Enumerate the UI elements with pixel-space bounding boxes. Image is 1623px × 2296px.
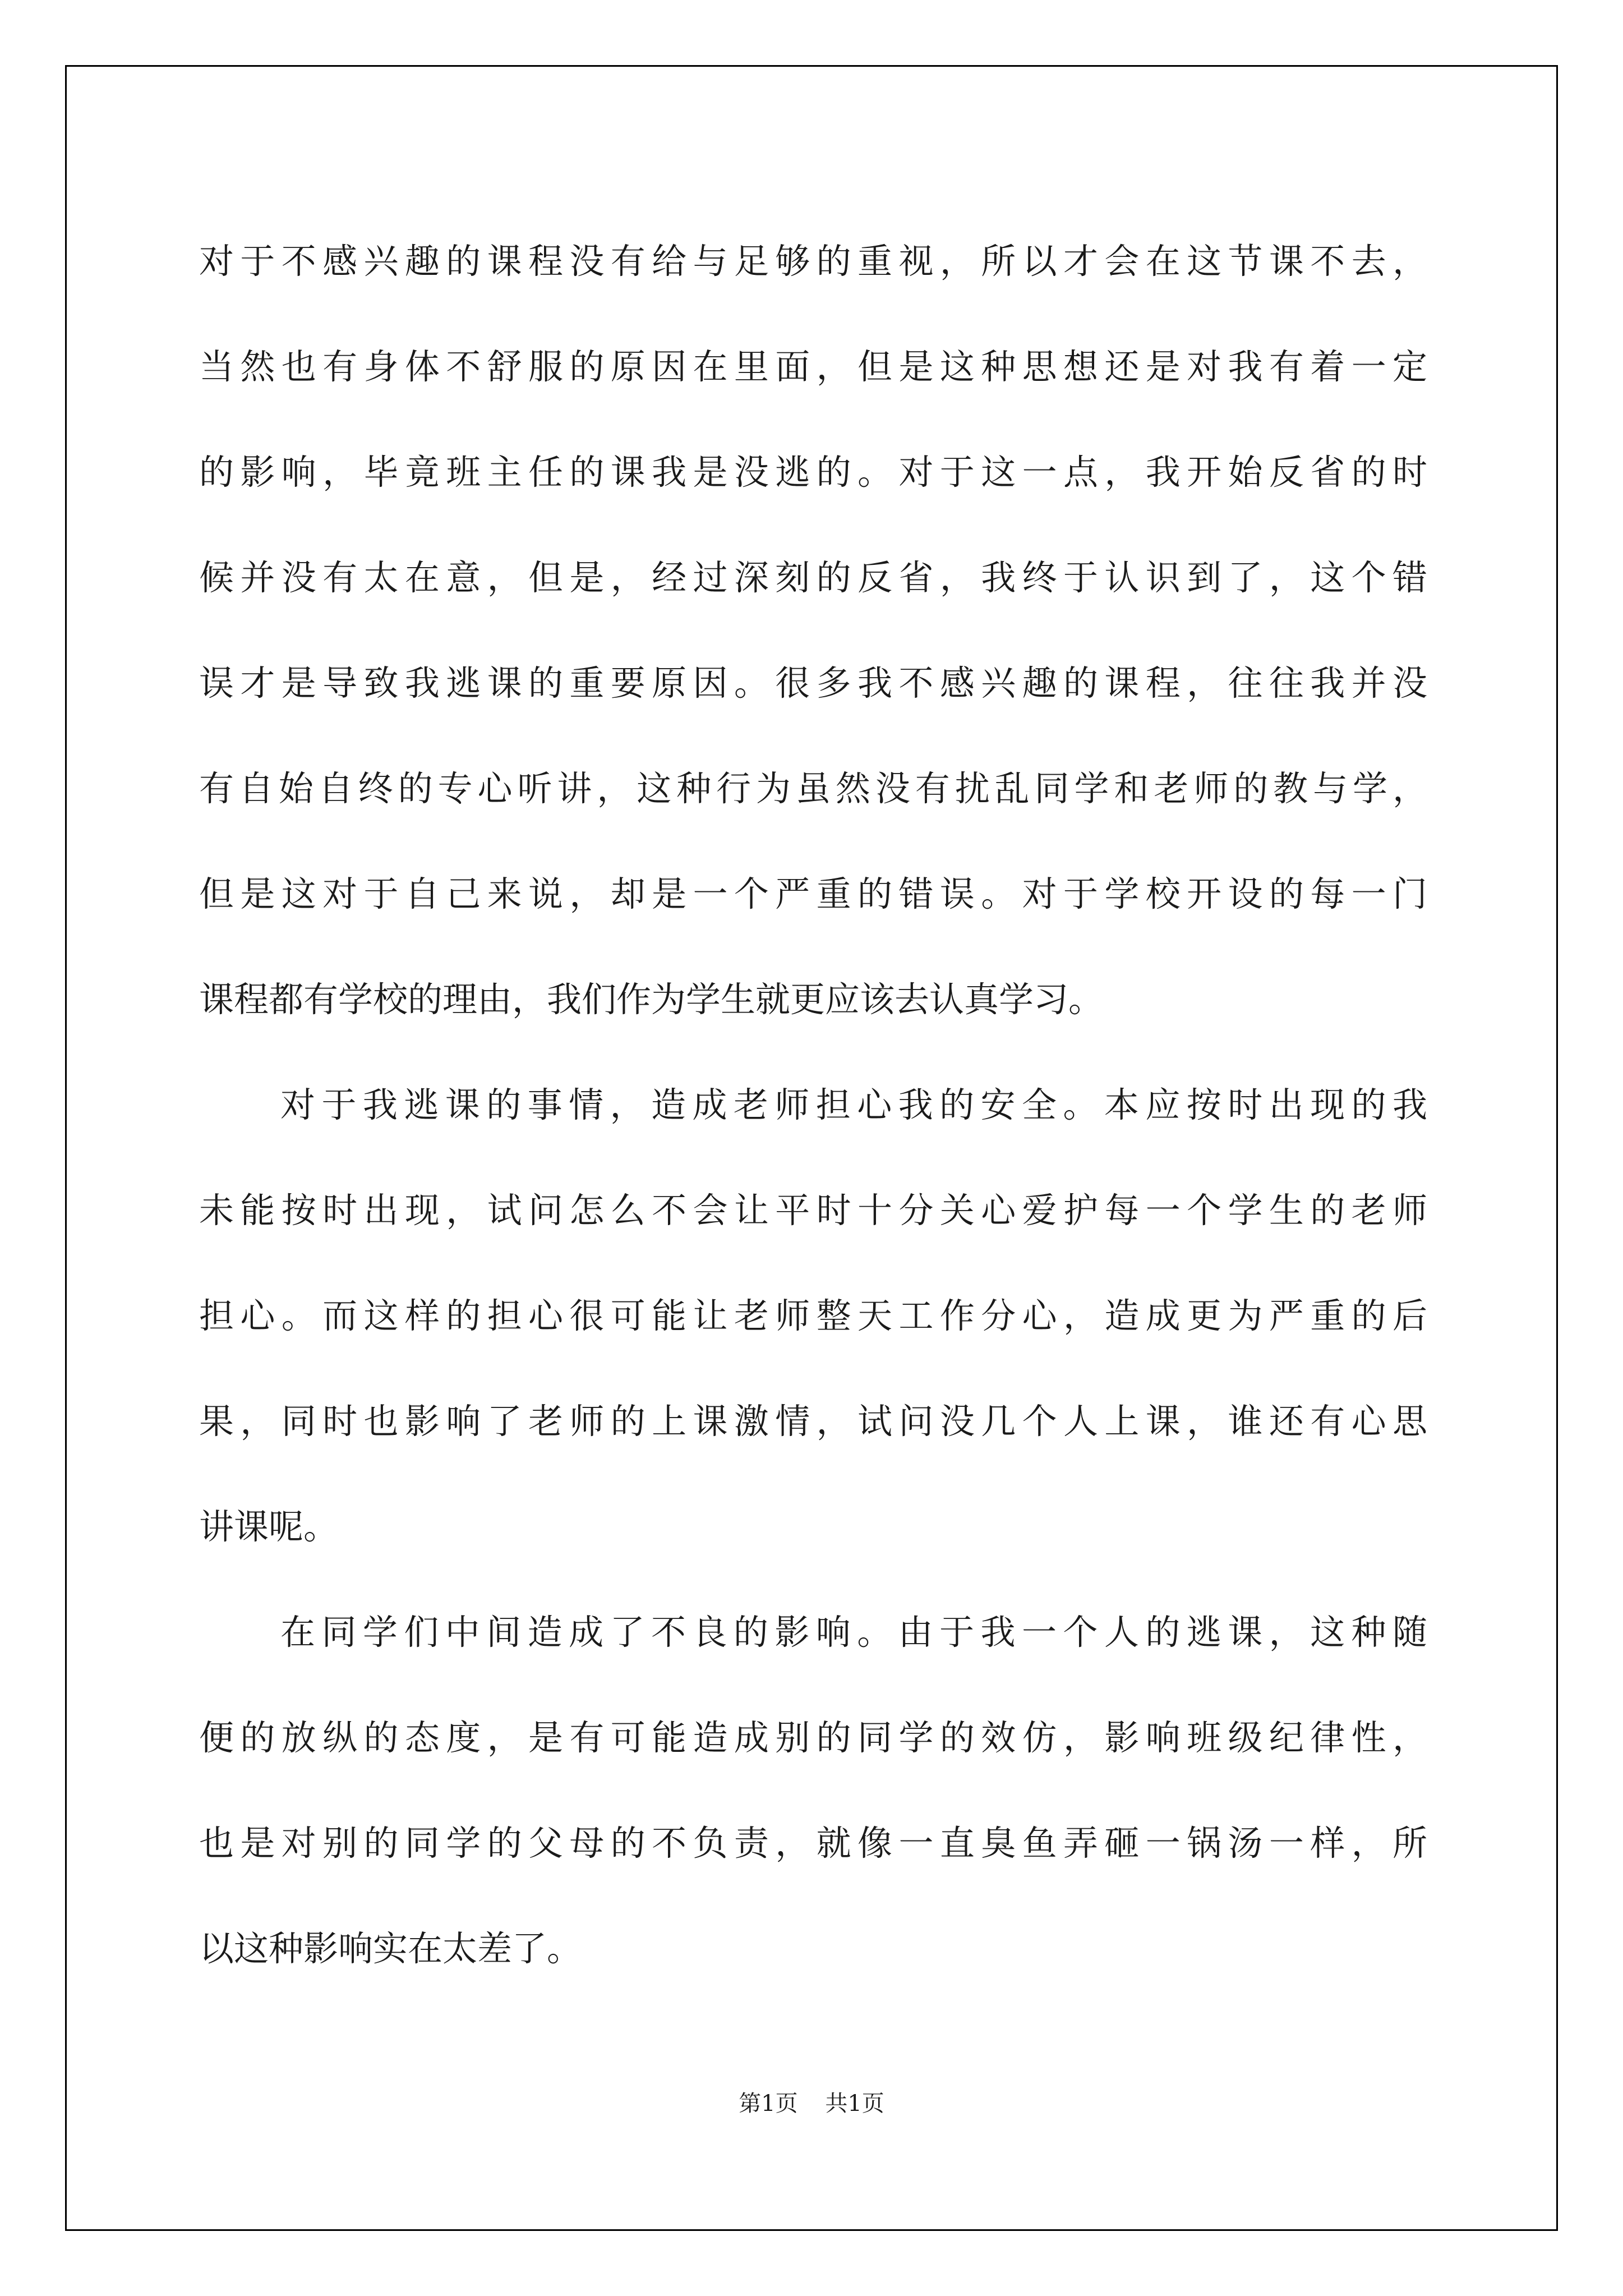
paragraph-2-line-3: 担心。而这样的担心很可能让老师整天工作分心，造成更为严重的后 bbox=[199, 1295, 1427, 1336]
paragraph-1-line-2: 当然也有身体不舒服的原因在里面，但是这种思想还是对我有着一定 bbox=[199, 346, 1427, 387]
paragraph-1-line-4: 候并没有太在意，但是，经过深刻的反省，我终于认识到了，这个错 bbox=[199, 557, 1427, 598]
paragraph-1-line-5: 误才是导致我逃课的重要原因。很多我不感兴趣的课程，往往我并没 bbox=[199, 662, 1427, 703]
paragraph-1-line-6: 有自始自终的专心听讲，这种行为虽然没有扰乱同学和老师的教与学， bbox=[199, 768, 1427, 809]
paragraph-2-line-5: 讲课呢。 bbox=[199, 1506, 339, 1547]
paragraph-2-line-1: 对于我逃课的事情，造成老师担心我的安全。本应按时出现的我 bbox=[280, 1084, 1427, 1125]
paragraph-1-line-1: 对于不感兴趣的课程没有给与足够的重视，所以才会在这节课不去， bbox=[199, 241, 1427, 282]
paragraph-1-line-7: 但是这对于自己来说，却是一个严重的错误。对于学校开设的每一门 bbox=[199, 873, 1427, 914]
document-body bbox=[199, 209, 1427, 2001]
paragraph-3-line-1: 在同学们中间造成了不良的影响。由于我一个人的逃课，这种随 bbox=[280, 1612, 1427, 1653]
paragraph-3-line-2: 便的放纵的态度，是有可能造成别的同学的效仿，影响班级纪律性， bbox=[199, 1717, 1427, 1758]
page-number-total: 共1页 bbox=[825, 2091, 884, 2116]
paragraph-1-line-3: 的影响，毕竟班主任的课我是没逃的。对于这一点，我开始反省的时 bbox=[199, 452, 1427, 493]
page-footer bbox=[0, 2086, 1623, 2118]
paragraph-3-line-3: 也是对别的同学的父母的不负责，就像一直臭鱼弄砸一锅汤一样，所 bbox=[199, 1823, 1427, 1864]
paragraph-2-line-2: 未能按时出现，试问怎么不会让平时十分关心爱护每一个学生的老师 bbox=[199, 1190, 1427, 1231]
paragraph-3-line-4: 以这种影响实在太差了。 bbox=[199, 1928, 582, 1969]
paragraph-2-line-4: 果，同时也影响了老师的上课激情，试问没几个人上课，谁还有心思 bbox=[199, 1401, 1427, 1442]
page-number-current: 第1页 bbox=[739, 2091, 798, 2116]
paragraph-1-line-8: 课程都有学校的理由，我们作为学生就更应该去认真学习。 bbox=[199, 979, 1104, 1020]
